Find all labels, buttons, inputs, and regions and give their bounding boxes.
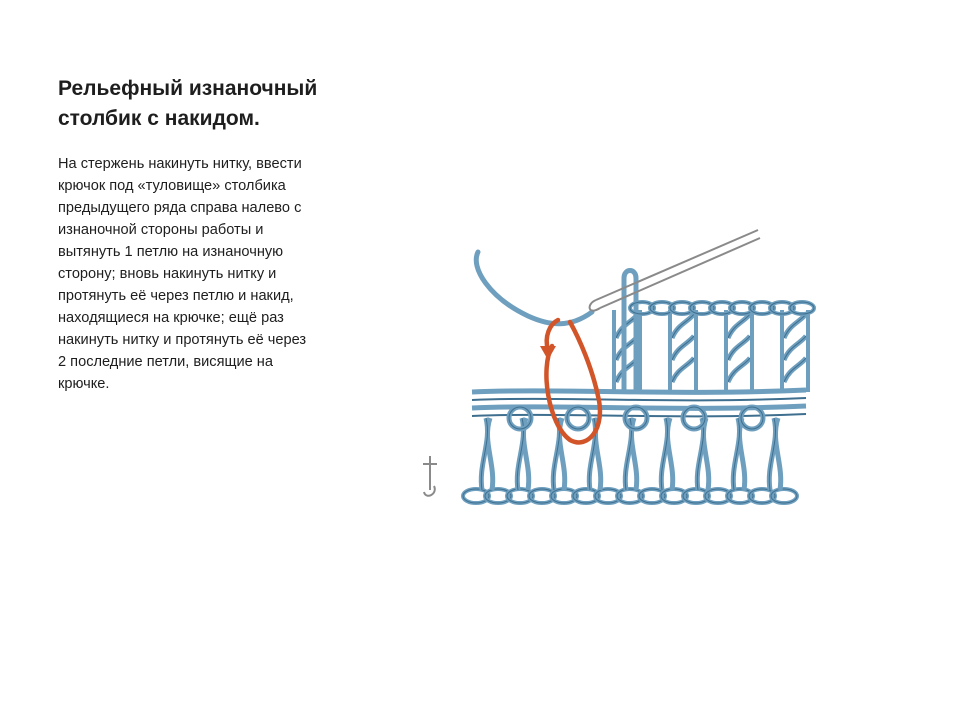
working-yarn (476, 252, 592, 324)
post-loop-outline (741, 407, 763, 429)
crochet-stitch-illustration (410, 228, 820, 518)
stitch-post (667, 418, 672, 490)
stitch-symbol-icon (423, 456, 437, 496)
instructions-line: накинуть нитку и протянуть её через (58, 332, 307, 348)
post-loop-outline (567, 407, 589, 429)
stitch-post (487, 418, 492, 490)
slide-title-line-2: столбик с накидом. (58, 107, 260, 130)
band-strand (472, 414, 806, 416)
instructions-line: изнаночной стороны работы и (58, 222, 264, 238)
instructions-line: протянуть её через петлю и накид, (58, 288, 294, 304)
slide-title (58, 74, 378, 134)
instructions-line: находящиеся на крючке; ещё раз (58, 310, 284, 326)
foundation-chain-row (463, 489, 797, 503)
instructions-line: крючок под «туловище» столбика (58, 178, 286, 194)
instructions-line: На стержень накинуть нитку, ввести (58, 156, 302, 172)
instructions-line: вытянуть 1 петлю на изнаночную (58, 244, 284, 260)
stitch-post (775, 418, 780, 490)
slide-title-line-1: Рельефный изнаночный (58, 77, 318, 100)
instructions-line: сторону; вновь накинуть нитку и (58, 266, 277, 282)
active-post (624, 271, 636, 393)
arrow-head-icon (540, 346, 556, 360)
instructions-line: предыдущего ряда справа налево с (58, 200, 302, 216)
instructions-text (58, 153, 358, 395)
top-chain-row (630, 302, 814, 314)
instructions-line: крючке. (58, 376, 110, 392)
stitch-post (703, 418, 708, 490)
instructions-line: 2 последние петли, висящие на (58, 354, 273, 370)
crochet-hook-icon (590, 230, 760, 311)
post-loop-outline (509, 407, 531, 429)
band-strand (472, 398, 806, 400)
